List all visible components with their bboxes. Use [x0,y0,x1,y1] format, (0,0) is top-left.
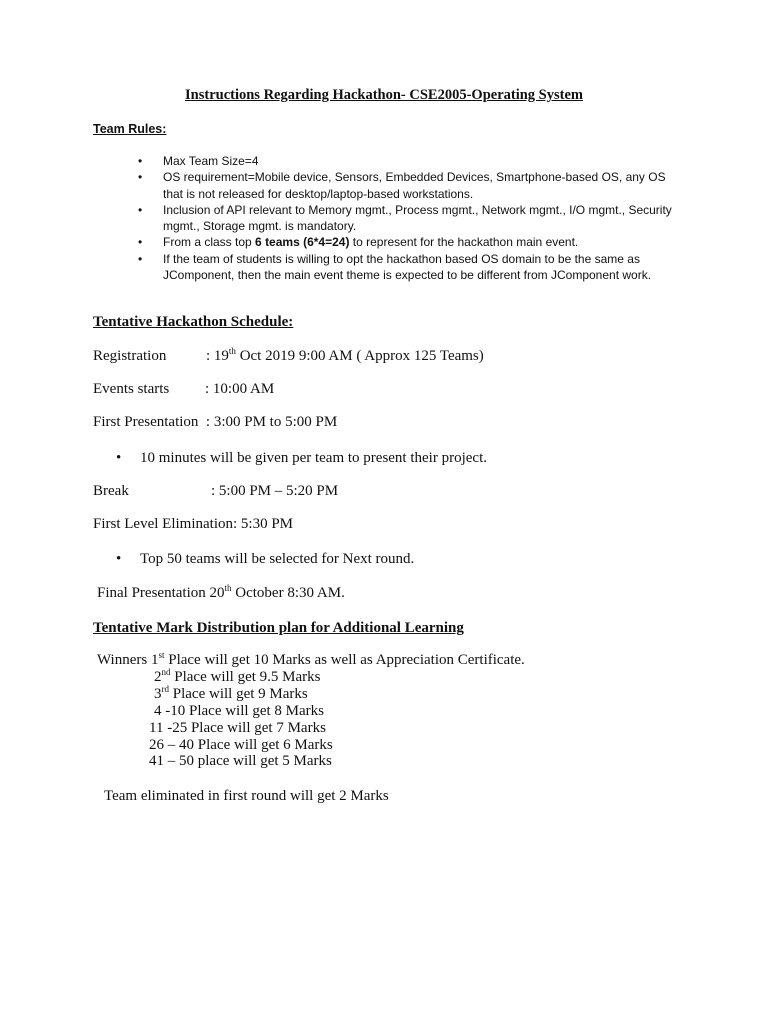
registration-value: Oct 2019 9:00 AM ( Approx 125 Teams) [235,348,484,364]
marks-line [154,686,308,703]
marks-prefix: 3 [154,686,162,702]
rule-bold: 6 [255,235,262,250]
final-prefix: Final Presentation 20 [97,585,225,601]
document-title: Instructions Regarding Hackathon- CSE2005-Operating System [185,87,583,103]
first-presentation-row [93,414,337,431]
marks-line [154,669,320,686]
schedule-heading: Tentative Hackathon Schedule: [93,314,294,330]
rule-bold: teams (6*4=24) [265,235,350,250]
rule-text: From a class top [163,235,256,250]
marks-suffix: Place will get 9.5 Marks [170,669,321,685]
final-presentation-row [97,585,345,602]
registration-sup: th [228,346,236,356]
events-value: : 10:00 AM [205,381,275,397]
marks-line: 41 – 50 place will get 5 Marks [149,753,332,769]
rule-text: to represent for the hackathon main event. [349,235,579,250]
final-suffix: October 8:30 AM. [231,585,345,601]
rule-item: • Max Team Size=4 [138,153,678,169]
break-label: Break [93,483,129,499]
marks-suffix: Place will get 10 Marks as well as Appreciation Certificate. [164,652,525,668]
events-label: Events starts [93,381,170,397]
marks-line: 26 – 40 Place will get 6 Marks [149,737,333,753]
marks-line: 11 -25 Place will get 7 Marks [149,720,326,736]
marks-suffix: Place will get 9 Marks [169,686,308,702]
registration-sep: : 19 [206,348,229,364]
marks-line: 4 -10 Place will get 8 Marks [154,703,324,719]
marks-prefix: Winners 1 [97,652,159,668]
eliminated-marks-line: Team eliminated in first round will get 2 Marks [104,788,389,804]
elimination-note: • Top 50 teams will be selected for Next round. [140,551,414,568]
marks-sup: st [158,650,165,660]
final-sup: th [224,583,232,593]
marks-sup: nd [161,667,171,677]
registration-row [93,348,484,365]
events-row [93,381,274,398]
rule-item: • If the team of students is willing to opt the hackathon based OS domain to be the same as JComponent, then the main event theme is expected to be different from JComponent work. [138,251,678,284]
first-presentation-label: First Presentation [93,414,199,430]
marks-prefix: 2 [154,669,162,685]
team-rules-list [138,153,678,283]
marks-sup: rd [161,684,169,694]
elimination-row: First Level Elimination: 5:30 PM [93,516,293,532]
registration-label: Registration [93,348,167,364]
rule-item: • OS requirement=Mobile device, Sensors, Embedded Devices, Smartphone-based OS, any OS that is not released for desktop/laptop-based workstations. [138,169,678,202]
break-value: : 5:00 PM – 5:20 PM [211,483,339,499]
rule-item: • Inclusion of API relevant to Memory mgmt., Process mgmt., Network mgmt., I/O mgmt., Security mgmt., Storage mgmt. is mandatory. [138,202,678,235]
first-presentation-value: : 3:00 PM to 5:00 PM [205,414,338,430]
marks-heading: Tentative Mark Distribution plan for Additional Learning [93,620,464,636]
team-rules-heading: Team Rules: [93,122,167,136]
first-presentation-note: • 10 minutes will be given per team to present their project. [140,450,487,467]
rule-item [138,234,678,250]
break-row [93,483,338,500]
